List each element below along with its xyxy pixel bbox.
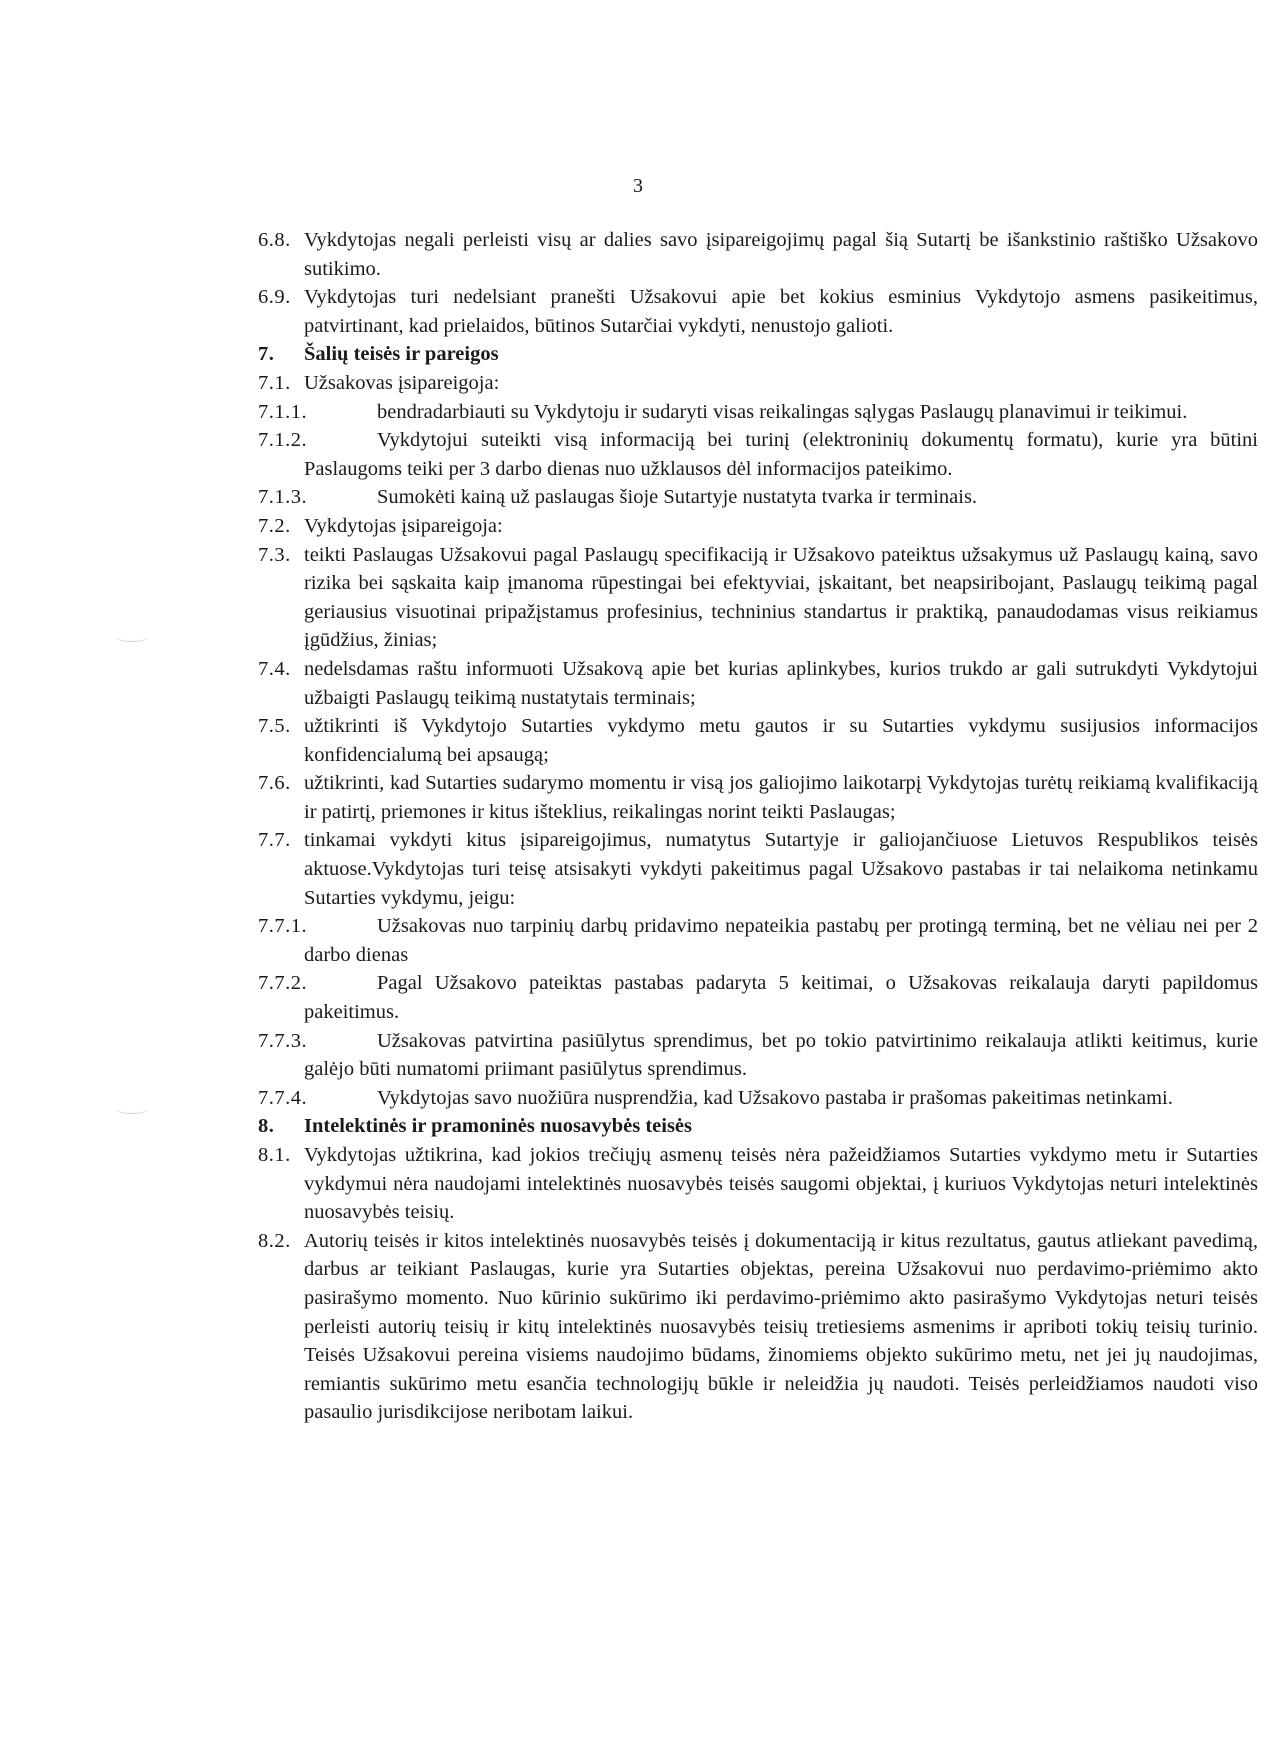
clause-number: 7.4. [258, 657, 291, 680]
clause-7-7-4 [258, 1084, 1258, 1113]
clause-text: teikti Paslaugas Užsakovui pagal Paslaugų specifikaciją ir Užsakovo pateiktus užsakymus už Paslaugų kainą, savo rizika bei sąskaita kaip įmanoma rūpestingai bei efektyviai, įskaitant, bet neapsiribojant, Paslaugų teikimą pagal geriausius visuotinai pripažįstamus profesinius, techninius standartus ir praktiką, panaudodamas visus reikiamus įgūdžius, žinias; [304, 543, 1258, 652]
scan-mark [117, 1105, 147, 1114]
clause-text: Vykdytojas negali perleisti visų ar dalies savo įsipareigojimų pagal šią Sutartį be išankstinio raštiško Užsakovo sutikimo. [304, 229, 1258, 280]
clause-number: 6.8. [258, 229, 291, 251]
clause-6-8 [258, 226, 1258, 283]
section-title: Intelektinės ir pramoninės nuosavybės teisės [304, 1115, 693, 1138]
scan-mark [117, 633, 147, 642]
clause-text: Sumokėti kainą už paslaugas šioje Sutartyje nustatyta tvarka ir terminais. [377, 486, 978, 509]
clause-text: nedelsdamas raštu informuoti Užsakovą apie bet kurias aplinkybes, kurios trukdo ar gali sutrukdyti Vykdytojui užbaigti Paslaugų teikimą nustatytais terminais; [304, 657, 1258, 709]
clause-8-1 [258, 1141, 1258, 1227]
clause-text: užtikrinti, kad Sutarties sudarymo momentu ir visą jos galiojimo laikotarpį Vykdytojas turėtų reikiamą kvalifikaciją ir patirtį, priemones ir kitus išteklius, reikalingas norint teikti Paslaugas; [304, 772, 1258, 823]
section-7-heading [258, 340, 1258, 369]
clause-number: 7.7.2. [258, 972, 308, 995]
clause-text: bendradarbiauti su Vykdytoju ir sudaryti visas reikalingas sąlygas Paslaugų planavimui ir teikimui. [377, 400, 1188, 423]
clause-7-6 [258, 769, 1258, 826]
clause-number: 7.1.3. [258, 486, 308, 509]
clause-text: užtikrinti iš Vykdytojo Sutarties vykdymo metu gautos ir su Sutarties vykdymu susijusios informacijos konfidencialumą bei apsaugą; [304, 715, 1258, 766]
clause-text: Užsakovas patvirtina pasiūlytus sprendimus, bet po tokio patvirtinimo reikalauja atlikti keitimus, kurie galėjo būti numatomi priimant pasiūlytus sprendimus. [304, 1029, 1258, 1081]
clause-8-2 [258, 1227, 1258, 1427]
clause-6-9 [258, 283, 1258, 340]
section-number: 7. [258, 343, 275, 366]
clause-number: 7.1.1. [258, 400, 308, 423]
clause-number: 7.7.1. [258, 915, 308, 938]
clause-number: 7.7.3. [258, 1029, 308, 1052]
clause-text: Vykdytojas užtikrina, kad jokios trečiųjų asmenų teisės nėra pažeidžiamos Sutarties vykdymo metu ir Sutarties vykdymui nėra naudojami intelektinės nuosavybės teisės saugomi objektai, į kuriuos Vykdytojas neturi intelektinės nuosavybės teisių. [304, 1144, 1258, 1224]
clause-7-7 [258, 826, 1258, 912]
clause-7-2 [258, 512, 1258, 541]
clause-text: Vykdytojas savo nuožiūra nusprendžia, kad Užsakovo pastaba ir prašomas pakeitimas netinkami. [377, 1086, 1173, 1109]
page-number: 3 [633, 175, 643, 197]
clause-7-5 [258, 712, 1258, 769]
clause-text: Užsakovas įsipareigoja: [304, 371, 500, 394]
clause-text: Vykdytojui suteikti visą informaciją bei turinį (elektroninių dokumentų formatu), kurie yra būtini Paslaugoms teiki per 3 darbo dienas nuo užklausos dėl informacijos pateikimo. [304, 429, 1258, 480]
clause-7-3 [258, 541, 1258, 655]
section-8-heading [258, 1112, 1258, 1141]
clause-number: 8.1. [258, 1144, 291, 1166]
clause-number: 7.1. [258, 371, 291, 394]
clause-number: 7.2. [258, 514, 291, 537]
document-body [258, 226, 1258, 1427]
clause-text: Vykdytojas įsipareigoja: [304, 514, 503, 537]
clause-number: 7.6. [258, 772, 291, 795]
clause-7-7-3 [258, 1027, 1258, 1084]
clause-number: 7.7. [258, 829, 291, 852]
clause-7-1-2 [258, 426, 1258, 483]
clause-text: tinkamai vykdyti kitus įsipareigojimus, numatytus Sutartyje ir galiojančiuose Lietuvos Respublikos teisės aktuose.Vykdytojas turi teisę atsisakyti vykdyti pakeitimus pagal Užsakovo pastabas ir tai nelaikoma netinkamu Sutarties vykdymu, jeigu: [304, 829, 1258, 909]
clause-text: Vykdytojas turi nedelsiant pranešti Užsakovui apie bet kokius esminius Vykdytojo asmens pasikeitimus, patvirtinant, kad prielaidos, būtinos Sutarčiai vykdyti, nenustojo galioti. [304, 286, 1258, 337]
section-title: Šalių teisės ir pareigos [304, 343, 499, 366]
clause-text: Pagal Užsakovo pateiktas pastabas padaryta 5 keitimai, o Užsakovas reikalauja daryti papildomus pakeitimus. [304, 972, 1258, 1024]
clause-number: 7.5. [258, 715, 291, 738]
clause-text: Užsakovas nuo tarpinių darbų pridavimo nepateikia pastabų per protingą terminą, bet ne vėliau nei per 2 darbo dienas [304, 915, 1258, 966]
clause-number: 7.1.2. [258, 429, 308, 452]
clause-7-1-1 [258, 398, 1258, 427]
section-number: 8. [258, 1115, 275, 1138]
clause-7-7-1 [258, 912, 1258, 969]
clause-number: 7.3. [258, 543, 291, 566]
clause-7-1-3 [258, 483, 1258, 512]
clause-text: Autorių teisės ir kitos intelektinės nuosavybės teisės į dokumentaciją ir kitus rezultatus, gautus atliekant pavedimą, darbus ar teikiant Paslaugas, kurie yra Sutarties objektas, pereina Užsakovui nuo perdavimo-priėmimo akto pasirašymo momento. Nuo kūrinio sukūrimo iki perdavimo-priėmimo akto pasirašymo Vykdytojas neturi teisės perleisti autorių teisių ir kitų intelektinės nuosavybės teisių tretiesiems asmenims ir apriboti tokių teisių turinio. Teisės Užsakovui pereina visiems naudojimo būdams, žinomiems objekto sukūrimo metu, net jei jų naudojimas, remiantis sukūrimo metu esančia technologijų būkle ir neleidžia jų naudoti. Teisės perleidžiamos naudoti viso pasaulio jurisdikcijose neribotam laikui. [304, 1229, 1258, 1424]
clause-number: 7.7.4. [258, 1086, 308, 1109]
clause-7-4 [258, 655, 1258, 712]
clause-number: 6.9. [258, 286, 291, 309]
clause-number: 8.2. [258, 1229, 291, 1252]
clause-7-1 [258, 369, 1258, 398]
clause-7-7-2 [258, 969, 1258, 1026]
